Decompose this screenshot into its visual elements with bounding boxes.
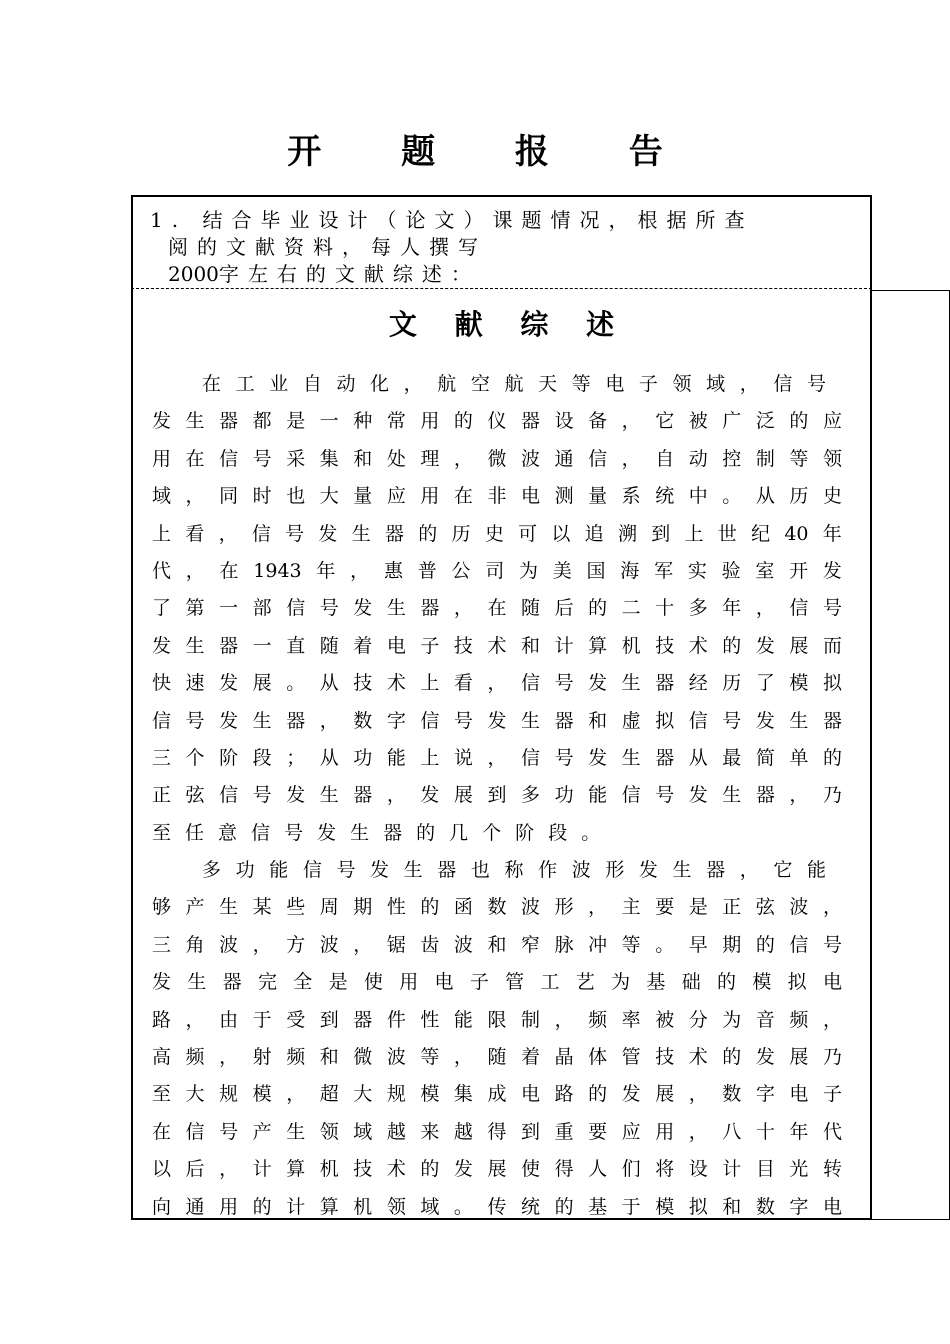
paragraph-line: 多 功 能 信 号 发 生 器 也 称 作 波 形 发 生 器 ， 它 能 — [202, 859, 826, 882]
paragraph-line: 高 频 ， 射 频 和 微 波 等 ， 随 着 晶 体 管 技 术 的 发 展 乃 — [152, 1046, 842, 1069]
literature-review-body — [152, 366, 842, 1226]
paragraph-line: 以 后 ， 计 算 机 技 术 的 发 展 使 得 人 们 将 设 计 目 光 转 — [152, 1158, 842, 1181]
paragraph-line: 三 角 波 ， 方 波 ， 锯 齿 波 和 窄 脉 冲 等 。 早 期 的 信 号 — [152, 933, 842, 956]
question-line-3 — [150, 261, 860, 288]
paragraph-line: 快 速 发 展 。 从 技 术 上 看 ， 信 号 发 生 器 经 历 了 模 拟 — [152, 672, 842, 695]
question-prompt — [150, 207, 860, 288]
paragraph-line: 至 任 意 信 号 发 生 器 的 几 个 阶 段 。 — [152, 821, 601, 844]
question-line-2: 阅的文献资料，每人撰写 — [168, 235, 487, 259]
paragraph-line: 在 工 业 自 动 化 ， 航 空 航 天 等 电 子 领 域 ， 信 号 — [202, 373, 826, 395]
paragraph-line: 了 第 一 部 信 号 发 生 器 ， 在 随 后 的 二 十 多 年 ， 信 号 — [152, 597, 842, 620]
question-line-3-rest: 字左右的文献综述： — [218, 262, 480, 286]
question-line-1: 1. 结合毕业设计（论文）课题情况，根据所查 — [150, 208, 754, 232]
paragraph-line: 用 在 信 号 采 集 和 处 理 ， 微 波 通 信 ， 自 动 控 制 等 领 — [152, 447, 842, 470]
paragraph-line: 路 ， 由 于 受 到 器 件 性 能 限 制 ， 频 率 被 分 为 音 频 ， — [152, 1008, 842, 1031]
paragraph-line: 信 号 发 生 器 ， 数 字 信 号 发 生 器 和 虚 拟 信 号 发 生 器 — [152, 709, 842, 732]
side-column-border — [872, 290, 950, 1220]
paragraph-line: 发 生 器 一 直 随 着 电 子 技 术 和 计 算 机 技 术 的 发 展 而 — [152, 634, 842, 657]
paragraph-line: 代 ， 在 1943 年 ， 惠 普 公 司 为 美 国 海 军 实 验 室 开 发 — [152, 559, 842, 582]
paragraph-line: 正 弦 信 号 发 生 器 ， 发 展 到 多 功 能 信 号 发 生 器 ， 乃 — [152, 784, 842, 807]
paragraph-line: 在 信 号 产 生 领 域 越 来 越 得 到 重 要 应 用 ， 八 十 年 代 — [152, 1120, 842, 1143]
section-title: 文 献 综 述 — [388, 308, 629, 341]
paragraph-line: 发 生 器 都 是 一 种 常 用 的 仪 器 设 备 ， 它 被 广 泛 的 应 — [152, 410, 842, 433]
dashed-divider — [131, 288, 872, 289]
page-title: 开 题 报 告 — [287, 132, 697, 172]
paragraph-line: 域 ， 同 时 也 大 量 应 用 在 非 电 测 量 系 统 中 。 从 历 史 — [152, 485, 842, 508]
paragraph-line: 够 产 生 某 些 周 期 性 的 函 数 波 形 ， 主 要 是 正 弦 波 ， — [152, 896, 842, 919]
paragraph-line: 三 个 阶 段 ； 从 功 能 上 说 ， 信 号 发 生 器 从 最 简 单 的 — [152, 746, 842, 769]
paragraph-line: 向 通 用 的 计 算 机 领 域 。 传 统 的 基 于 模 拟 和 数 字 电 — [152, 1195, 842, 1218]
paragraph-line: 上 看 ， 信 号 发 生 器 的 历 史 可 以 追 溯 到 上 世 纪 40 年 — [152, 522, 842, 545]
word-count: 2000 — [168, 262, 219, 286]
paragraph-line: 至 大 规 模 ， 超 大 规 模 集 成 电 路 的 发 展 ， 数 字 电 子 — [152, 1083, 842, 1106]
paragraph-line: 发 生 器 完 全 是 使 用 电 子 管 工 艺 为 基 础 的 模 拟 电 — [152, 971, 842, 994]
